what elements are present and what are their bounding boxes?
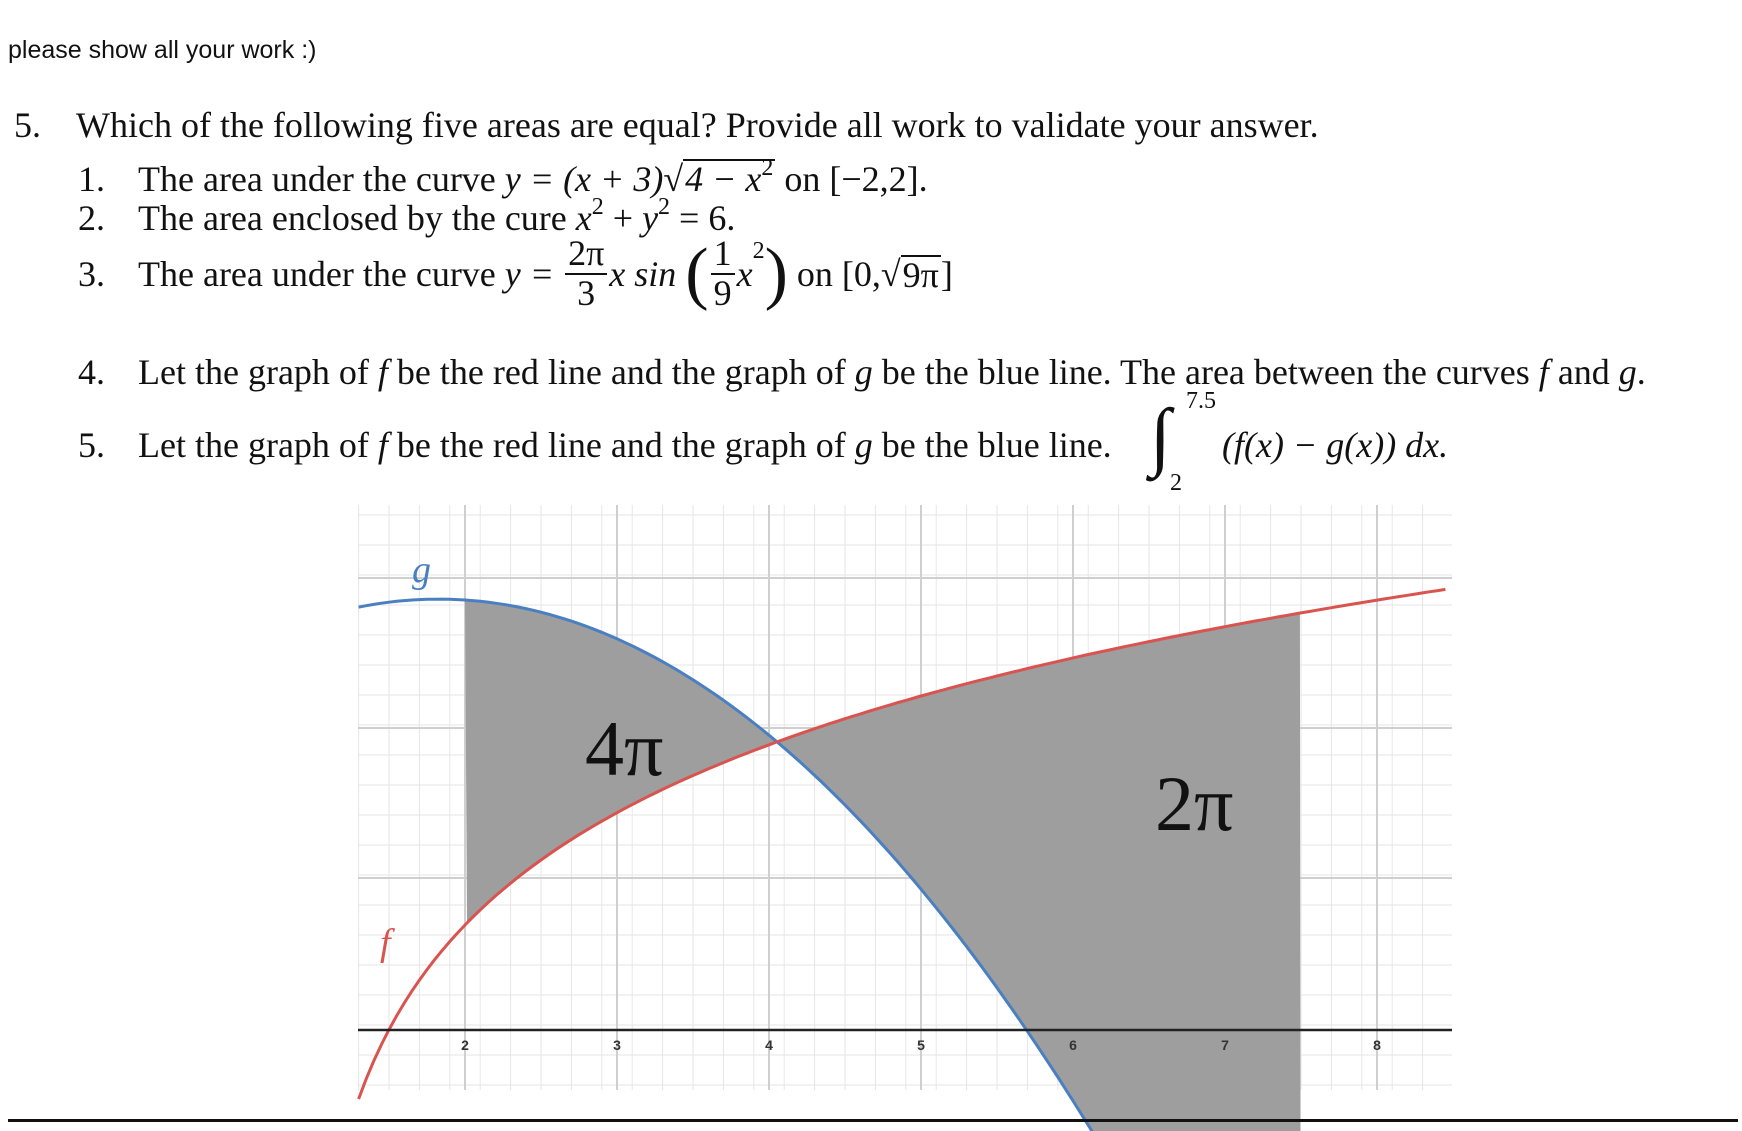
integral-upper-limit: 7.5 [1186, 388, 1216, 414]
question-text: Which of the following five areas are equal? Provide all work to validate your answer. [76, 105, 1319, 145]
exponent: 2 [658, 194, 671, 220]
item-math: y = (x + 3) [504, 159, 664, 199]
region-left-label: 4π [585, 705, 664, 792]
item-number: 2. [78, 198, 105, 238]
sqrt-text: 9π [902, 254, 939, 295]
x-tick-label: 8 [1373, 1037, 1381, 1053]
item-suffix: ] [940, 253, 953, 294]
item-text: and [1548, 352, 1619, 392]
header-note: please show all your work :) [8, 36, 317, 64]
x-sin: x sin [609, 253, 677, 294]
exponent: 2 [752, 238, 765, 265]
exponent: 2 [591, 194, 604, 220]
x-term: x [575, 198, 592, 238]
sqrt-sign: √ [880, 253, 901, 294]
x-term: x [736, 253, 753, 294]
x-tick-label: 4 [765, 1037, 773, 1053]
sqrt-text: 4 − x [685, 159, 762, 199]
item-text: be the blue line. [872, 425, 1112, 465]
item-text: be the blue line. The area between the curves [872, 352, 1539, 392]
g-label: g [412, 549, 431, 591]
numerator: 1 [711, 235, 735, 275]
f-symbol: f [377, 425, 388, 465]
region-right-label: 2π [1155, 760, 1234, 847]
question-number: 5. [14, 105, 41, 145]
item-text: . [1636, 352, 1646, 392]
item-text: be the red line and the graph of [387, 425, 855, 465]
f-symbol: f [1538, 352, 1549, 392]
x-tick-label: 7 [1221, 1037, 1229, 1053]
exponent: 2 [761, 155, 774, 181]
item-text: Let the graph of [138, 425, 378, 465]
left-paren: ( [685, 234, 709, 312]
item-number: 1. [78, 159, 105, 199]
item-text: Let the graph of [138, 352, 378, 392]
item-text: The area enclosed by the cure [138, 198, 576, 238]
integral-sign: ∫ [1150, 394, 1171, 478]
item-number: 3. [78, 253, 105, 294]
y-eq: y = [504, 253, 564, 294]
shaded-region-right [777, 613, 1301, 1131]
x-tick-label: 5 [917, 1037, 925, 1053]
item-text: The area under the curve [138, 159, 505, 199]
x-tick-label: 3 [613, 1037, 621, 1053]
item-number: 5. [78, 425, 105, 465]
y-term: y [642, 198, 659, 238]
item-text: The area under the curve [138, 253, 505, 294]
item-number: 4. [78, 352, 105, 392]
f-label: f [380, 922, 391, 964]
interval-text: on [0, [796, 253, 881, 294]
plus: + [603, 198, 643, 238]
item-suffix: = 6. [670, 198, 736, 238]
denominator: 3 [577, 272, 596, 313]
bottom-rule [8, 1119, 1738, 1122]
item-suffix: on [−2,2]. [775, 159, 928, 199]
g-symbol: g [854, 352, 873, 392]
x-tick-label: 2 [461, 1037, 469, 1053]
numerator: 2π [565, 235, 607, 275]
g-symbol: g [854, 425, 873, 465]
right-paren: ) [764, 234, 788, 312]
denominator: 9 [713, 272, 732, 313]
integral-lower-limit: 2 [1170, 470, 1182, 496]
sqrt-sign: √ [663, 159, 684, 199]
integrand: (f(x) − g(x)) dx. [1222, 425, 1449, 465]
f-symbol: f [377, 352, 388, 392]
item-text: be the red line and the graph of [387, 352, 855, 392]
g-symbol: g [1618, 352, 1637, 392]
x-tick-label: 6 [1069, 1037, 1077, 1053]
